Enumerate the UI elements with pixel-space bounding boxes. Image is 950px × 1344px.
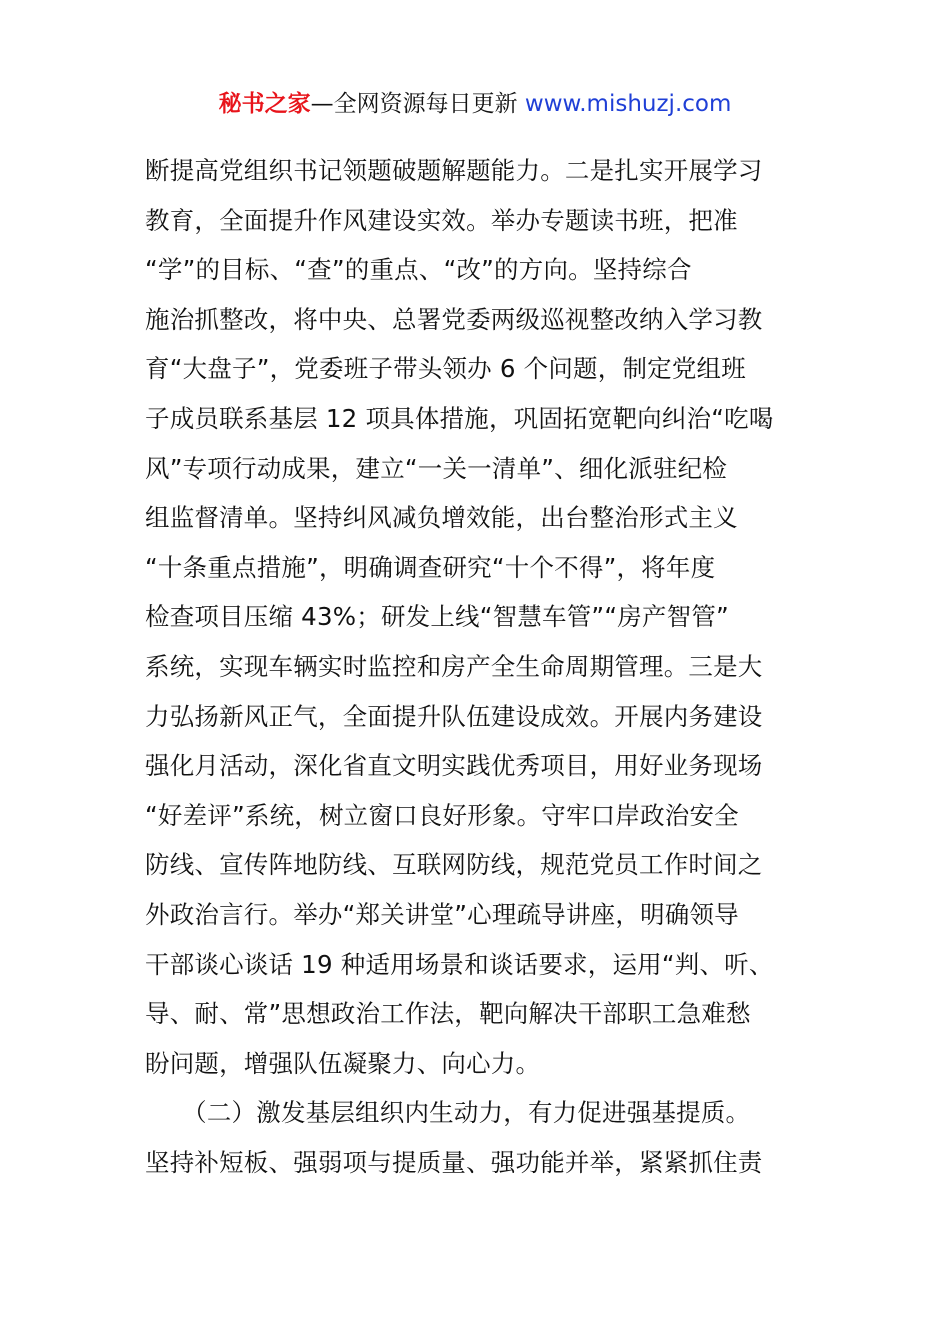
text-line: 施治抓整改，将中央、总署党委两级巡视整改纳入学习教: [145, 304, 763, 334]
text-line: 子成员联系基层 12 项具体措施，巩固拓宽靶向纠治“吃喝: [145, 403, 774, 433]
text-line: “十条重点措施”，明确调查研究“十个不得”，将年度: [145, 552, 716, 582]
section-heading-line: （二）激发基层组织内生动力，有力促进强基提质。: [145, 1098, 751, 1128]
text-line: 外政治言行。举办“郑关讲堂”心理疏导讲座，明确领导: [145, 899, 739, 929]
text-line: 风”专项行动成果，建立“一关一清单”、细化派驻纪检: [145, 453, 728, 483]
text-line: 系统，实现车辆实时监控和房产全生命周期管理。三是大: [145, 651, 763, 681]
text-line: 育“大盘子”，党委班子带头领办 6 个问题，制定党组班: [145, 354, 746, 384]
site-link[interactable]: www.mishuzj.com: [524, 91, 732, 117]
text-line: 断提高党组织书记领题破题解题能力。二是扎实开展学习: [145, 156, 763, 185]
text-line: 教育，全面提升作风建设实效。举办专题读书班，把准: [145, 205, 738, 235]
text-line: 组监督清单。坚持纠风减负增效能，出台整治形式主义: [145, 503, 738, 533]
page-header: [0, 88, 950, 120]
header-tagline: —全网资源每日更新: [310, 91, 525, 117]
text-line: 导、耐、常”思想政治工作法，靶向解决干部职工急难愁: [145, 999, 751, 1029]
text-line: “学”的目标、“查”的重点、“改”的方向。坚持综合: [145, 255, 692, 285]
text-line: 盼问题，增强队伍凝聚力、向心力。: [145, 1048, 541, 1078]
text-line: 力弘扬新风正气，全面提升队伍建设成效。开展内务建设: [145, 701, 763, 731]
brand-name: 秘书之家: [218, 91, 311, 117]
text-line: 干部谈心谈话 19 种适用场景和谈话要求，运用“判、听、: [145, 949, 774, 979]
document-body: [145, 146, 815, 1187]
text-line: “好差评”系统，树立窗口良好形象。守牢口岸政治安全: [145, 800, 739, 830]
text-line: 防线、宣传阵地防线、互联网防线，规范党员工作时间之: [145, 850, 763, 880]
text-line: 检查项目压缩 43%；研发上线“智慧车管”“房产智管”: [145, 602, 729, 632]
text-line: 强化月活动，深化省直文明实践优秀项目，用好业务现场: [145, 751, 763, 781]
text-line: 坚持补短板、强弱项与提质量、强功能并举，紧紧抓住责: [145, 1147, 763, 1177]
